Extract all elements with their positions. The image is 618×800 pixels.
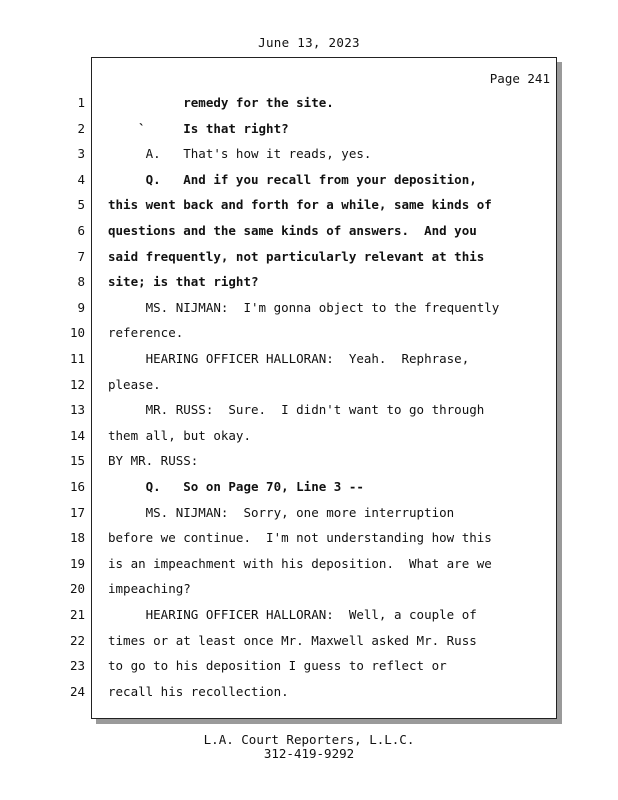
footer-company: L.A. Court Reporters, L.L.C. bbox=[203, 732, 415, 747]
line-text: remedy for the site. bbox=[108, 95, 334, 110]
page-number: Page 241 bbox=[489, 71, 550, 86]
line-number: 19 bbox=[69, 555, 85, 571]
line-text: to go to his deposition I guess to reflect or bbox=[108, 658, 447, 674]
line-text: BY MR. RUSS: bbox=[108, 453, 199, 469]
line-text: ` Is that right? bbox=[108, 120, 289, 136]
line-number: 4 bbox=[77, 171, 85, 187]
line-text: site; is that right? bbox=[108, 274, 259, 290]
header-date: June 13, 2023 bbox=[258, 35, 360, 50]
line-text: before we continue. I'm not understanding how this bbox=[108, 530, 492, 546]
line-number: 22 bbox=[69, 632, 85, 648]
line-number: 6 bbox=[77, 223, 85, 238]
line-number: 5 bbox=[77, 197, 85, 213]
line-number: 1 bbox=[77, 95, 85, 110]
line-number: 15 bbox=[69, 453, 85, 469]
line-text: A. That's how it reads, yes. bbox=[108, 146, 372, 162]
line-number: 23 bbox=[69, 658, 85, 674]
line-text: them all, but okay. bbox=[108, 427, 251, 443]
line-text: questions and the same kinds of answers. And you bbox=[108, 223, 477, 238]
line-text: HEARING OFFICER HALLORAN: Yeah. Rephrase, bbox=[108, 351, 470, 366]
line-text: Q. So on Page 70, Line 3 -- bbox=[108, 479, 364, 494]
transcript-page bbox=[69, 57, 557, 719]
line-number: 18 bbox=[69, 530, 85, 546]
line-number: 20 bbox=[69, 581, 85, 597]
line-text: reference. bbox=[108, 325, 184, 341]
line-number: 7 bbox=[77, 248, 85, 264]
line-number: 3 bbox=[77, 146, 85, 162]
line-text: this went back and forth for a while, same kinds of bbox=[108, 197, 492, 213]
line-text: MR. RUSS: Sure. I didn't want to go through bbox=[108, 402, 485, 418]
line-text: MS. NIJMAN: Sorry, one more interruption bbox=[108, 504, 455, 520]
line-text: please. bbox=[108, 376, 161, 392]
line-text: recall his recollection. bbox=[108, 683, 289, 699]
line-text: Q. And if you recall from your deposition, bbox=[108, 171, 477, 187]
line-number: 14 bbox=[69, 427, 85, 443]
line-text: times or at least once Mr. Maxwell asked Mr. Russ bbox=[108, 632, 477, 648]
line-number: 13 bbox=[69, 402, 85, 418]
line-text: said frequently, not particularly relevant at this bbox=[108, 248, 485, 264]
line-number: 10 bbox=[69, 325, 85, 341]
footer-phone: 312-419-9292 bbox=[263, 746, 355, 761]
line-number: 21 bbox=[69, 607, 85, 622]
line-text: impeaching? bbox=[108, 581, 191, 597]
line-number: 2 bbox=[77, 120, 85, 136]
line-number: 16 bbox=[69, 479, 85, 494]
line-number: 8 bbox=[77, 274, 85, 290]
line-number: 9 bbox=[77, 299, 85, 315]
line-number: 24 bbox=[69, 683, 85, 699]
line-text: is an impeachment with his deposition. What are we bbox=[108, 555, 492, 571]
line-text: HEARING OFFICER HALLORAN: Well, a couple of bbox=[108, 607, 477, 622]
line-text: MS. NIJMAN: I'm gonna object to the frequently bbox=[108, 299, 500, 315]
line-number: 11 bbox=[69, 351, 85, 366]
line-number: 12 bbox=[69, 376, 85, 392]
line-number: 17 bbox=[69, 504, 85, 520]
